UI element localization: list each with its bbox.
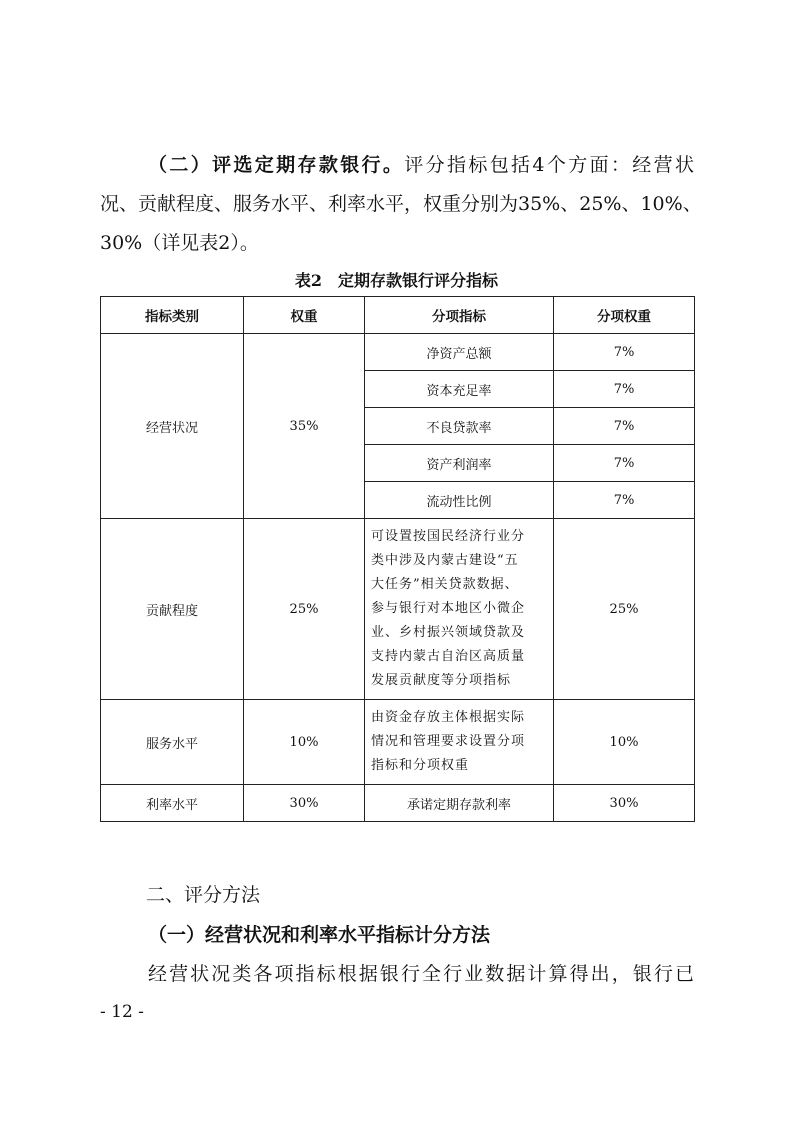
- text-line: 情况和管理要求设置分项: [371, 734, 526, 749]
- table-row: [101, 785, 695, 822]
- sub-weight-cell: 10%: [554, 700, 695, 785]
- header-sub-weight: 分项权重: [554, 297, 695, 334]
- sub-indicator-cell: 资产利润率: [365, 445, 554, 482]
- category-cell: 贡献程度: [101, 519, 244, 700]
- text-line: 支持内蒙古自治区高质量: [371, 649, 526, 664]
- category-cell: 利率水平: [101, 785, 244, 822]
- weight-cell: 25%: [244, 519, 365, 700]
- weight-cell: 10%: [244, 700, 365, 785]
- sub-indicator-cell: [365, 519, 554, 700]
- intro-line-3: 30%（详见表2）。: [100, 232, 259, 254]
- table-header-row: [101, 297, 695, 334]
- sub-indicator-cell: [365, 700, 554, 785]
- table-row: [101, 700, 695, 785]
- table-row: [101, 519, 695, 700]
- sub-weight-cell: 7%: [554, 371, 695, 408]
- sub-weight-cell: 7%: [554, 445, 695, 482]
- intro-line-1: [100, 153, 694, 177]
- sub-weight-cell: 30%: [554, 785, 695, 822]
- sub-indicator-cell: 流动性比例: [365, 482, 554, 519]
- section-subheading: （一）经营状况和利率水平指标计分方法: [148, 924, 491, 946]
- page-number: - 12 -: [100, 1002, 144, 1022]
- text-line: 大任务”相关贷款数据、: [371, 577, 519, 592]
- section-paragraph-line-1: 经营状况类各项指标根据银行全行业数据计算得出，银行已: [148, 963, 694, 985]
- sub-weight-cell: 7%: [554, 482, 695, 519]
- sub-indicator-cell: 净资产总额: [365, 334, 554, 371]
- sub-indicator-cell: 资本充足率: [365, 371, 554, 408]
- sub-indicator-cell: 不良贷款率: [365, 408, 554, 445]
- text-line: 指标和分项权重: [371, 758, 470, 773]
- table-row: [101, 334, 695, 371]
- sub-weight-cell: 25%: [554, 519, 695, 700]
- header-category: 指标类别: [101, 297, 244, 334]
- intro-bold-lead: （二）评选定期存款银行。: [148, 154, 405, 176]
- text-line: 业、乡村振兴领域贷款及: [371, 625, 526, 640]
- text-line: 发展贡献度等分项指标: [371, 673, 512, 688]
- sub-indicator-cell: 承诺定期存款利率: [365, 785, 554, 822]
- text-line: 可设置按国民经济行业分: [371, 529, 526, 544]
- weight-cell: 30%: [244, 785, 365, 822]
- table-caption: 表2 定期存款银行评分指标: [294, 271, 499, 290]
- header-sub-indicator: 分项指标: [365, 297, 554, 334]
- weight-cell: 35%: [244, 334, 365, 519]
- intro-line-2: 况、贡献程度、服务水平、利率水平，权重分别为35%、25%、10%、: [100, 193, 702, 215]
- text-line: 由资金存放主体根据实际: [371, 710, 526, 725]
- sub-weight-cell: 7%: [554, 408, 695, 445]
- scoring-table: [100, 296, 695, 822]
- intro-line-1-rest: 评分指标包括4个方面：经营状: [404, 154, 694, 176]
- text-line: 类中涉及内蒙古建设“五: [371, 553, 519, 568]
- category-cell: 服务水平: [101, 700, 244, 785]
- sub-weight-cell: 7%: [554, 334, 695, 371]
- header-weight: 权重: [244, 297, 365, 334]
- category-cell: 经营状况: [101, 334, 244, 519]
- text-line: 参与银行对本地区小微企: [371, 601, 526, 616]
- section-heading: 二、评分方法: [146, 884, 261, 906]
